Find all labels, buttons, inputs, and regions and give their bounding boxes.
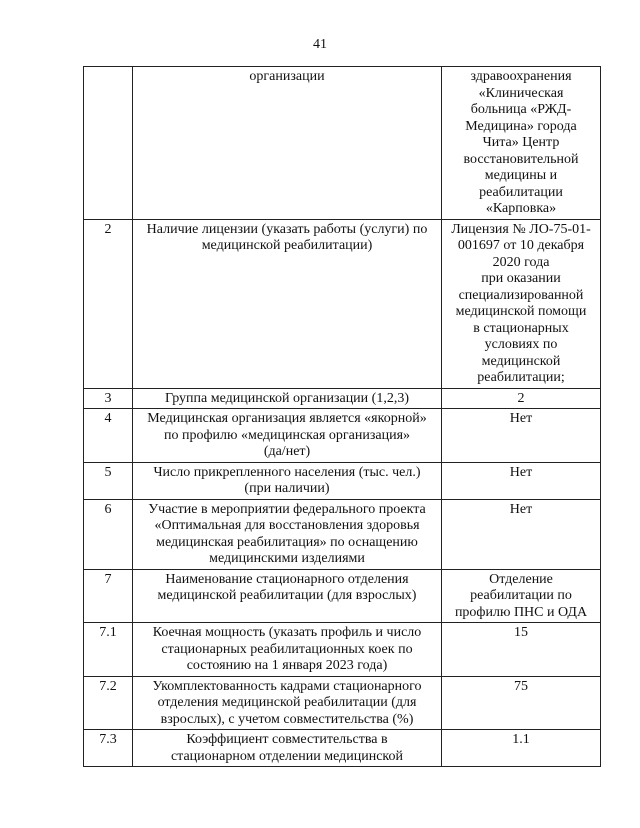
description-line: «Оптимальная для восстановления здоровья bbox=[154, 518, 420, 533]
value-line: «Клиническая bbox=[478, 85, 564, 101]
value-line: специализированной bbox=[458, 287, 584, 303]
row-value bbox=[442, 219, 601, 388]
value-line: 75 bbox=[514, 678, 528, 694]
table-row bbox=[84, 67, 601, 220]
description-line: Коэффициент совместительства в bbox=[186, 732, 388, 747]
info-table bbox=[83, 66, 601, 767]
page-number: 41 bbox=[313, 37, 327, 52]
description-line: Группа медицинской организации (1,2,3) bbox=[165, 390, 409, 406]
row-description bbox=[133, 462, 442, 499]
value-line: реабилитации; bbox=[477, 370, 565, 385]
description-line: взрослых), с учетом совместительства (%) bbox=[160, 711, 414, 727]
row-description bbox=[133, 388, 442, 409]
table-row bbox=[84, 623, 601, 677]
description-line: Медицинская организация является «якорной» bbox=[147, 411, 427, 426]
value-line: 001697 от 10 декабря bbox=[457, 238, 585, 253]
value-line: медицинской bbox=[481, 353, 561, 369]
description-line: по профилю «медицинская организация» bbox=[163, 427, 411, 443]
description-line: (при наличии) bbox=[244, 481, 330, 496]
row-value bbox=[442, 388, 601, 409]
value-line: Чита» Центр bbox=[482, 135, 560, 150]
value-line: Лицензия № ЛО-75-01- bbox=[451, 221, 591, 237]
row-number: 3 bbox=[84, 388, 133, 409]
value-line: Нет bbox=[509, 464, 533, 480]
description-line: Укомплектованность кадрами стационарного bbox=[152, 678, 422, 694]
value-line: Нет bbox=[509, 501, 533, 517]
row-number: 2 bbox=[84, 219, 133, 388]
row-number: 7.1 bbox=[84, 623, 133, 677]
description-line: Участие в мероприятии федерального проекта bbox=[148, 501, 426, 517]
table-row bbox=[84, 676, 601, 730]
info-table-body bbox=[84, 67, 601, 767]
description-line: Число прикрепленного населения (тыс. чел.) bbox=[153, 464, 421, 480]
row-description bbox=[133, 623, 442, 677]
description-line: организации bbox=[249, 69, 325, 84]
row-value bbox=[442, 569, 601, 623]
value-line: в стационарных bbox=[473, 320, 569, 336]
row-value bbox=[442, 676, 601, 730]
table-row bbox=[84, 409, 601, 463]
value-line: «Карповка» bbox=[485, 201, 557, 216]
description-line: медицинской реабилитации) bbox=[201, 238, 373, 253]
row-number: 7.2 bbox=[84, 676, 133, 730]
value-line: Нет bbox=[509, 411, 533, 426]
description-line: Наименование стационарного отделения bbox=[165, 571, 409, 587]
table-row bbox=[84, 730, 601, 767]
description-line: Наличие лицензии (указать работы (услуги) по bbox=[146, 221, 428, 237]
value-line: восстановительной bbox=[463, 151, 579, 167]
description-line: медицинскими изделиями bbox=[209, 551, 365, 566]
value-line: реабилитации bbox=[479, 184, 563, 200]
value-line: условиях по bbox=[484, 337, 558, 352]
row-value bbox=[442, 409, 601, 463]
row-number: 5 bbox=[84, 462, 133, 499]
row-number: 6 bbox=[84, 499, 133, 569]
row-value bbox=[442, 67, 601, 220]
row-description bbox=[133, 569, 442, 623]
description-line: медицинской реабилитации (для взрослых) bbox=[157, 588, 417, 603]
row-number bbox=[84, 67, 133, 220]
table-row bbox=[84, 219, 601, 388]
row-value bbox=[442, 462, 601, 499]
table-row bbox=[84, 499, 601, 569]
value-line: медицины и bbox=[484, 168, 558, 183]
value-line: 2020 года bbox=[492, 254, 550, 270]
table-row bbox=[84, 462, 601, 499]
value-line: Медицина» города bbox=[465, 118, 577, 134]
description-line: стационарном отделении медицинской bbox=[170, 748, 404, 764]
value-line: 15 bbox=[514, 625, 528, 640]
row-number: 7.3 bbox=[84, 730, 133, 767]
row-description bbox=[133, 730, 442, 767]
description-line: стационарных реабилитационных коек по bbox=[161, 641, 413, 657]
row-number: 4 bbox=[84, 409, 133, 463]
row-description bbox=[133, 499, 442, 569]
value-line: 2 bbox=[517, 390, 525, 406]
row-value bbox=[442, 499, 601, 569]
description-line: Коечная мощность (указать профиль и число bbox=[152, 625, 422, 640]
description-line: медицинская реабилитация» по оснащению bbox=[156, 534, 418, 550]
value-line: 1.1 bbox=[512, 732, 530, 747]
row-number: 7 bbox=[84, 569, 133, 623]
row-description bbox=[133, 67, 442, 220]
row-description bbox=[133, 219, 442, 388]
row-value bbox=[442, 623, 601, 677]
row-description bbox=[133, 409, 442, 463]
value-line: медицинской помощи bbox=[455, 304, 587, 319]
value-line: Отделение bbox=[489, 571, 553, 587]
description-line: отделения медицинской реабилитации (для bbox=[157, 695, 417, 710]
table-row bbox=[84, 388, 601, 409]
table-row bbox=[84, 569, 601, 623]
description-line: состоянию на 1 января 2023 года) bbox=[186, 658, 388, 673]
row-description bbox=[133, 676, 442, 730]
row-value bbox=[442, 730, 601, 767]
value-line: реабилитации по bbox=[470, 588, 572, 603]
value-line: профилю ПНС и ОДА bbox=[454, 604, 588, 620]
value-line: здравоохранения bbox=[470, 69, 572, 84]
value-line: при оказании bbox=[481, 271, 561, 286]
description-line: (да/нет) bbox=[263, 444, 311, 459]
value-line: больница «РЖД- bbox=[470, 102, 572, 117]
